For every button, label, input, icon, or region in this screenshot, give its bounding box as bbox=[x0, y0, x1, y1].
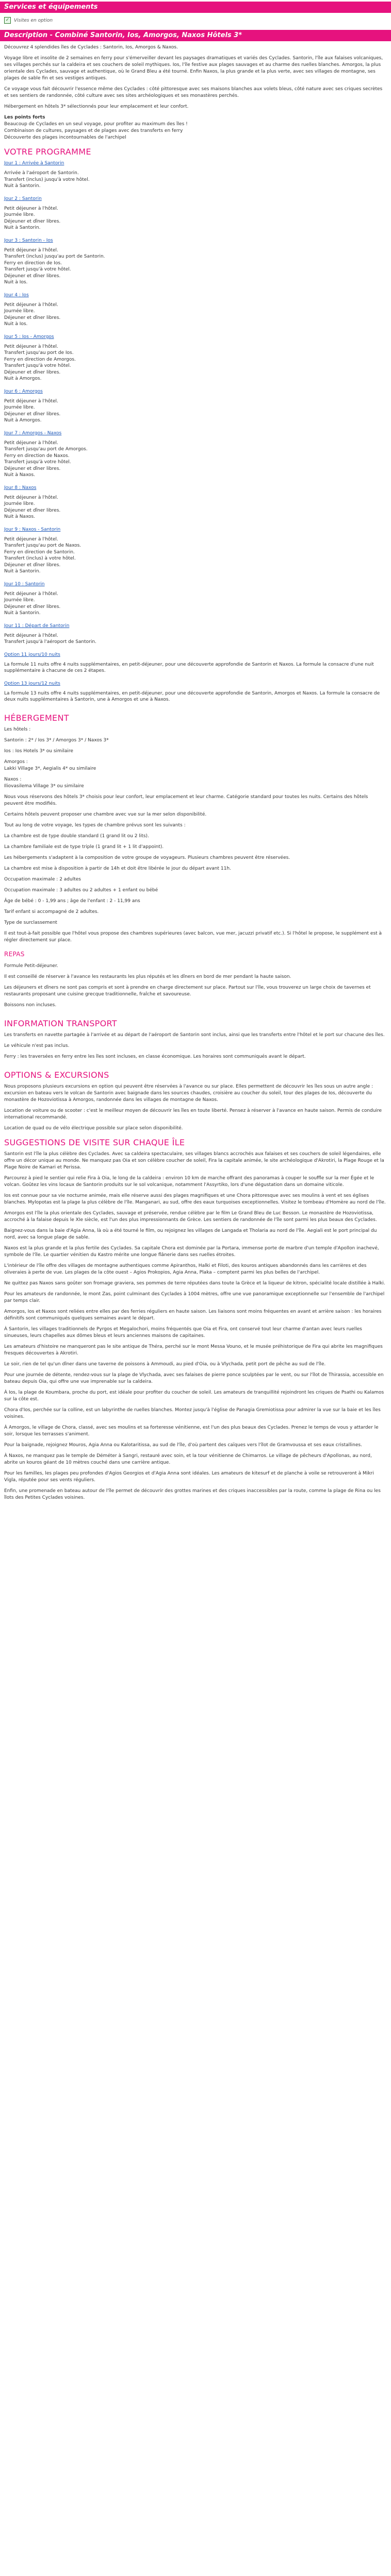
transport-p1: Les transferts en navette partagée à l'arrivée et au départ de l'aéroport de Santorin sont inclus, ainsi que les transferts entre l'hôtel et le port sur chacune des îles. bbox=[4, 1032, 385, 1038]
accommodation-p12: Type de surclassement bbox=[4, 920, 57, 925]
accommodation-line bbox=[4, 737, 387, 744]
day-line: Petit déjeuner à l'hôtel. bbox=[4, 247, 58, 253]
suggestion-paragraph: Pour une journée de détente, rendez-vous sur la plage de Vlychada, avec ses falaises de pierre ponce sculptées par le vent, ou sur l'îlot de Thirassia, accessible en bateau depuis Oia, qui offre une vue imprenable sur la caldeira. bbox=[4, 1372, 384, 1384]
accommodation-p10: Âge de bébé : 0 - 1,99 ans ; âge de l'enfant : 2 - 11,99 ans bbox=[4, 898, 140, 904]
suggestion-paragraph: L'intérieur de l'île offre des villages de montagne authentiques comme Apiranthos, Halki et Filoti, des kouros antiques abandonnés dans les carrières et des oliveraies à perte de vue. Les plages de la côte ouest – Agios Prokopios, Agia Anna, Plaka – comptent parmi les plus belles de l'archipel. bbox=[4, 1263, 367, 1275]
day-line: Déjeuner et dîner libres. bbox=[4, 315, 61, 320]
day-line: Transfert jusqu'à votre hôtel. bbox=[4, 267, 71, 272]
suggestion-paragraph: Ios est connue pour sa vie nocturne animée, mais elle réserve aussi des plages magnifiques et une Chora pittoresque avec ses moulins à vent et ses églises blanches. Mylopotas est la plage la plus célèbre de l'île. Manganari, au sud, offre des eaux turquoises exceptionnelles. Visitez le tombeau d'Homère au nord de l'île. bbox=[4, 1193, 386, 1205]
day-block bbox=[4, 334, 387, 382]
day-line: Journée libre. bbox=[4, 598, 35, 603]
day-block bbox=[4, 388, 387, 424]
description-paragraph: Voyage libre et insolite de 2 semaines en ferry pour s'émerveiller devant les paysages dramatiques et variés des Cyclades. Santorin, l'île aux falaises volcaniques, ses villages perchés sur la caldeira et ses couchers de soleil mythiques. Ios, l'île festive aux plages sauvages et au charme des ruelles blanches. Amorgos, la plus orientale des Cyclades, sauvage et authentique, où le Grand Bleu a été tourné. Enfin Naxos, la plus grande et la plus verte, avec ses villages de montagne, ses plages de sable fin et ses vestiges antiques. bbox=[4, 56, 383, 81]
day-line: Nuit à Santorin. bbox=[4, 569, 41, 574]
day-link[interactable]: Jour 7 : Amorgos - Naxos bbox=[4, 430, 62, 436]
highlight-item: Découverte des plages incontournables de l'archipel bbox=[4, 135, 126, 140]
day-block bbox=[4, 238, 387, 286]
accommodation-label: Naxos : bbox=[4, 776, 22, 782]
description-title: Description - Combiné Santorin, Ios, Amorgos, Naxos Hôtels 3* bbox=[4, 31, 242, 39]
day-line: Transfert (inclus) jusqu'à votre hôtel. bbox=[4, 177, 90, 182]
day-line: Petit déjeuner à l'hôtel. bbox=[4, 344, 58, 349]
day-line: Transfert jusqu'à votre hôtel. bbox=[4, 363, 71, 368]
description-header bbox=[0, 30, 391, 41]
accommodation-lines bbox=[4, 726, 387, 790]
day-line: Petit déjeuner à l'hôtel. bbox=[4, 591, 58, 597]
day-line: Déjeuner et dîner libres. bbox=[4, 507, 61, 513]
suggestion-paragraph: Naxos est la plus grande et la plus fertile des Cyclades. Sa capitale Chora est dominée par la Portara, immense porte de marbre d'un temple d'Apollon inachevé, symbole de l'île. Le quartier vénitien du Kastro mérite une longue flânerie dans ses ruelles étroites. bbox=[4, 1245, 379, 1258]
accommodation-p11: Tarif enfant si accompagné de 2 adultes. bbox=[4, 909, 99, 914]
day-line: Journée libre. bbox=[4, 212, 35, 217]
accommodation-line bbox=[4, 759, 387, 772]
suggestion-paragraph: Les amateurs d'histoire ne manqueront pas le site antique de Théra, perché sur le mont Messa Vouno, et le musée préhistorique de Fira qui abrite les magnifiques fresques découvertes à Akrotiri. bbox=[4, 1344, 383, 1356]
checkmark-icon: ✓ bbox=[4, 17, 11, 24]
day-line: Transfert jusqu'à votre hôtel. bbox=[4, 460, 71, 465]
description-paragraph: Ce voyage vous fait découvrir l'essence même des Cyclades : côté pittoresque avec ses maisons blanches aux volets bleus, côté nature avec ses criques secrètes et ses sentiers de randonnée, côté culture avec ses sites archéologiques et ses monastères perchés. bbox=[4, 87, 383, 98]
suggestion-paragraph: Parcourez à pied le sentier qui relie Fira à Oia, le long de la caldeira : environ 10 km de marche offrant des panoramas à couper le souffle sur la mer Égée et le volcan. Goûtez les vins locaux de Santorin produits sur le sol volcanique, notamment l'Assyrtiko, lors d'une dégustation dans un domaine viticole. bbox=[4, 1175, 374, 1188]
suggestion-paragraph: Santorin est l'île la plus célèbre des Cyclades. Avec sa caldeira spectaculaire, ses villages blancs accrochés aux falaises et ses couchers de soleil légendaires, elle offre un décor unique au monde. Ne manquez pas Oia et son célèbre coucher de soleil, Fira la capitale animée, le site archéologique d'Akrotiri, la Plage Rouge et la Plage Noire de Kamari et Perissa. bbox=[4, 1151, 384, 1170]
suggestion-paragraph: À Amorgos, le village de Chora, classé, avec ses moulins et sa forteresse vénitienne, est l'un des plus beaux des Cyclades. Prenez le temps de vous y attarder le soir, lorsque les terrasses s'animent. bbox=[4, 1425, 379, 1437]
accommodation-p8: Occupation maximale : 2 adultes bbox=[4, 876, 81, 882]
suggestion-paragraph: Amorgos est l'île la plus orientale des Cyclades, sauvage et préservée, rendue célèbre par le film Le Grand Bleu de Luc Besson. Le monastère de Hozoviotissa, accroché à la falaise depuis le XIe siècle, est l'un des plus impressionnants de Grèce. Les sentiers de randonnée de l'île sont parmi les plus beaux des Cyclades. bbox=[4, 1210, 377, 1223]
day-line: Arrivée à l'aéroport de Santorin. bbox=[4, 171, 79, 176]
accommodation-p1: Nous vous réservons des hôtels 3* choisis pour leur confort, leur emplacement et leur charme. Catégorie standard pour toutes les nuits. Certains des hôtels peuvent être modifiés. bbox=[4, 794, 368, 806]
day-line: Nuit à Ios. bbox=[4, 321, 28, 327]
day-link[interactable]: Jour 6 : Amorgos bbox=[4, 388, 43, 394]
day-line: Petit déjeuner à l'hôtel. bbox=[4, 440, 58, 446]
transport-title: INFORMATION TRANSPORT bbox=[4, 1018, 117, 1028]
program-title: VOTRE PROGRAMME bbox=[4, 147, 91, 157]
day-block bbox=[4, 196, 387, 231]
day-block bbox=[4, 160, 387, 190]
day-line: Déjeuner et dîner libres. bbox=[4, 562, 61, 568]
day-line: Petit déjeuner à l'hôtel. bbox=[4, 495, 58, 500]
accommodation-line bbox=[4, 748, 387, 755]
day-line: Ferry en direction de Ios. bbox=[4, 260, 62, 266]
day-line: Déjeuner et dîner libres. bbox=[4, 604, 61, 609]
day-line: Ferry en direction de Naxos. bbox=[4, 453, 70, 459]
day-line: Journée libre. bbox=[4, 405, 35, 410]
day-link[interactable]: Jour 11 : Départ de Santorin bbox=[4, 623, 70, 629]
day-line: Nuit à Santorin. bbox=[4, 611, 41, 616]
visit-option-row bbox=[0, 13, 391, 30]
day-line: Journée libre. bbox=[4, 501, 35, 506]
option-a bbox=[4, 652, 387, 674]
suggestion-paragraph: Le soir, rien de tel qu'un dîner dans une taverne de poissons à Ammoudi, au pied d'Oia, ou à Vlychada, petit port de pêche au sud de l'île. bbox=[4, 1361, 326, 1367]
day-block bbox=[4, 292, 387, 328]
day-line: Nuit à Santorin. bbox=[4, 183, 41, 189]
suggestion-paragraph: Pour les amateurs de randonnée, le mont Zas, point culminant des Cyclades à 1004 mètres, offre une vue panoramique exceptionnelle sur l'ensemble de l'archipel par temps clair. bbox=[4, 1291, 385, 1303]
option-b bbox=[4, 681, 387, 703]
accommodation-label: Santorin : 2* / Ios 3* / Amorgos 3* / Naxos 3* bbox=[4, 737, 109, 743]
day-line: Transfert jusqu'au port de Amorgos. bbox=[4, 447, 88, 452]
accommodation-line bbox=[4, 776, 387, 790]
day-block bbox=[4, 430, 387, 479]
highlights-list bbox=[4, 121, 387, 141]
accommodation-label: Ios : Ios Hotels 3* ou similaire bbox=[4, 748, 73, 754]
accommodation-p3: Tout au long de votre voyage, les types de chambre prévus sont les suivants : bbox=[4, 822, 186, 828]
day-line: Petit déjeuner à l'hôtel. bbox=[4, 536, 58, 542]
suggestion-paragraph: Chora d'Ios, perchée sur la colline, est un labyrinthe de ruelles blanches. Montez jusqu'à l'église de Panagia Gremiotissa pour admirer la vue sur la baie et les îles voisines. bbox=[4, 1407, 381, 1419]
option-b-link[interactable]: Option 13 jours/12 nuits bbox=[4, 681, 60, 686]
accommodation-p9: Occupation maximale : 3 adultes ou 2 adultes + 1 enfant ou bébé bbox=[4, 887, 158, 893]
option-a-link[interactable]: Option 11 jours/10 nuits bbox=[4, 652, 60, 657]
day-line: Journée libre. bbox=[4, 309, 35, 314]
day-link[interactable]: Jour 2 : Santorin bbox=[4, 196, 42, 201]
day-line: Déjeuner et dîner libres. bbox=[4, 411, 61, 417]
accommodation-label: Les hôtels : bbox=[4, 726, 31, 732]
content bbox=[0, 41, 391, 1509]
day-block bbox=[4, 527, 387, 575]
day-link[interactable]: Jour 8 : Naxos bbox=[4, 485, 37, 490]
highlights-title: Les points forts bbox=[4, 115, 45, 120]
options-p1: Nous proposons plusieurs excursions en option qui peuvent être réservées à l'avance ou sur place. Elles permettent de découvrir les îles sous un autre angle : excursion en bateau vers le volcan de Santorin avec baignade dans les sources chaudes, croisière au coucher du soleil, tour des plages de Ios, découverte du monastère de Hozoviotissa à Amorgos, randonnée dans les villages de montagne de Naxos. bbox=[4, 1083, 373, 1103]
visit-option-label: Visites en option bbox=[14, 18, 53, 23]
meals-title: REPAS bbox=[4, 950, 25, 958]
accommodation-p6: Les hébergements s'adaptent à la composition de votre groupe de voyageurs. Plusieurs chambres peuvent être réservées. bbox=[4, 855, 290, 860]
transport-p3: Ferry : les traversées en ferry entre les îles sont incluses, en classe économique. Les horaires sont communiqués avant le départ. bbox=[4, 1054, 306, 1059]
day-line: Petit déjeuner à l'hôtel. bbox=[4, 302, 58, 308]
day-line: Nuit à Santorin. bbox=[4, 225, 41, 230]
day-line: Petit déjeuner à l'hôtel. bbox=[4, 398, 58, 404]
day-line: Nuit à Naxos. bbox=[4, 472, 36, 478]
meals-lines bbox=[4, 963, 387, 1009]
accommodation-p5: La chambre familiale est de type triple (1 grand lit + 1 lit d'appoint). bbox=[4, 844, 164, 850]
day-line: Transfert (inclus) jusqu'au port de Santorin. bbox=[4, 254, 105, 259]
description-body bbox=[4, 44, 387, 110]
accommodation-value: Iliovasilema Village 3* ou similaire bbox=[4, 783, 84, 789]
accommodation-p7: La chambre est mise à disposition à partir de 14h et doit être libérée le jour du départ avant 11h. bbox=[4, 866, 231, 871]
accommodation-p4: La chambre est de type double standard (1 grand lit ou 2 lits). bbox=[4, 833, 149, 839]
day-link[interactable]: Jour 9 : Naxos - Santorin bbox=[4, 527, 61, 532]
day-link[interactable]: Jour 3 : Santorin - Ios bbox=[4, 238, 53, 243]
day-line: Nuit à Amorgos. bbox=[4, 376, 42, 381]
accommodation-p13: Il est tout-à-fait possible que l'hôtel vous propose des chambres supérieures (avec balcon, vue mer, jacuzzi privatif etc.). Si l'hôtel le propose, le supplément est à régler directement sur place. bbox=[4, 930, 382, 943]
accommodation-value: Lakki Village 3*, Aegialis 4* ou similaire bbox=[4, 766, 96, 771]
suggestions-body bbox=[4, 1151, 387, 1501]
day-line: Transfert jusqu'à l'aéroport de Santorin. bbox=[4, 639, 96, 645]
options-title: OPTIONS & EXCURSIONS bbox=[4, 1070, 109, 1080]
highlight-item: Beaucoup de Cyclades en un seul voyage, pour profiter au maximum des îles ! bbox=[4, 122, 188, 127]
meal-line: Il est conseillé de réserver à l'avance les restaurants les plus réputés et les dîners en bord de mer pendant la haute saison. bbox=[4, 974, 291, 979]
suggestion-paragraph: Enfin, une promenade en bateau autour de l'île permet de découvrir des grottes marines et des criques inaccessibles par la route, comme la plage de Rina ou les îlots des Petites Cyclades voisines. bbox=[4, 1488, 381, 1500]
suggestion-paragraph: À Santorin, les villages traditionnels de Pyrgos et Megalochori, moins fréquentés que Oia et Fira, ont conservé tout leur charme d'antan avec leurs ruelles sinueuses, leurs chapelles aux dômes bleus et leurs anciennes maisons de capitaines. bbox=[4, 1326, 362, 1338]
day-line: Nuit à Naxos. bbox=[4, 514, 36, 519]
services-header bbox=[0, 2, 391, 13]
day-line: Petit déjeuner à l'hôtel. bbox=[4, 206, 58, 211]
day-line: Nuit à Ios. bbox=[4, 280, 28, 285]
day-block bbox=[4, 485, 387, 520]
option-b-text: La formule 13 nuits offre 4 nuits supplémentaires, en petit-déjeuner, pour une découverte approfondie de Santorin, Amorgos et Naxos. La formule la consacre de deux nuits supplémentaires à Santorin, une à Amorgos et une à Naxos. bbox=[4, 690, 380, 702]
highlights-section bbox=[4, 114, 387, 141]
description-paragraph: Hébergement en hôtels 3* sélectionnés pour leur emplacement et leur confort. bbox=[4, 104, 189, 109]
day-line: Déjeuner et dîner libres. bbox=[4, 273, 61, 279]
suggestions-title: SUGGESTIONS DE VISITE SUR CHAQUE ÎLE bbox=[4, 1137, 185, 1147]
day-line: Petit déjeuner à l'hôtel. bbox=[4, 633, 58, 638]
day-line: Déjeuner et dîner libres. bbox=[4, 466, 61, 471]
day-line: Ferry en direction de Amorgos. bbox=[4, 357, 76, 362]
meal-line: Les déjeuners et dîners ne sont pas compris et sont à prendre en charge directement sur place. Partout sur l'île, vous trouverez un large choix de tavernes et restaurants proposant une cuisine grecque traditionnelle, fraîche et savoureuse. bbox=[4, 985, 371, 997]
day-link[interactable]: Jour 5 : Ios - Amorgos bbox=[4, 334, 54, 340]
accommodation-p2: Certains hôtels peuvent proposer une chambre avec vue sur la mer selon disponibilité. bbox=[4, 811, 207, 817]
day-link[interactable]: Jour 4 : Ios bbox=[4, 292, 29, 298]
suggestion-paragraph: À Naxos, ne manquez pas le temple de Déméter à Sangri, restauré avec soin, et la tour vénitienne de Chimarros. Le village de pêcheurs d'Apollonas, au nord, abrite un kouros géant de 10 mètres couché dans une carrière antique. bbox=[4, 1453, 372, 1465]
accommodation-title: HÉBERGEMENT bbox=[4, 713, 69, 723]
suggestion-paragraph: À Ios, la plage de Koumbara, proche du port, est idéale pour profiter du coucher de soleil. Les amateurs de tranquillité rejoindront les criques de Psathi ou Kalamos sur la côte est. bbox=[4, 1389, 384, 1402]
day-line: Déjeuner et dîner libres. bbox=[4, 218, 61, 224]
option-a-text: La formule 11 nuits offre 4 nuits supplémentaires, en petit-déjeuner, pour une découverte approfondie de Santorin et Naxos. La formule la consacre d'une nuit supplémentaire à chacune de ces 2 étapes. bbox=[4, 662, 374, 673]
day-line: Transfert jusqu'au port de Ios. bbox=[4, 350, 74, 355]
transport-p2: Le véhicule n'est pas inclus. bbox=[4, 1043, 70, 1048]
suggestion-paragraph: Baignez-vous dans la baie d'Agia Anna, là où a été tourné le film, ou rejoignez les villages de Langada et Tholaria au nord de l'île. Aegiali est le port principal du nord, avec sa longue plage de sable. bbox=[4, 1228, 377, 1240]
program-days bbox=[4, 160, 387, 646]
day-line: Nuit à Amorgos. bbox=[4, 418, 42, 423]
suggestion-paragraph: Amorgos, Ios et Naxos sont reliées entre elles par des ferries réguliers en haute saison. Les liaisons sont moins fréquentes en avant et arrière saison : les horaires définitifs sont communiqués quelques semaines avant le départ. bbox=[4, 1309, 382, 1321]
accommodation-label: Amorgos : bbox=[4, 759, 28, 765]
day-link[interactable]: Jour 1 : Arrivée à Santorin bbox=[4, 161, 64, 166]
day-line: Ferry en direction de Santorin. bbox=[4, 549, 75, 555]
day-line: Déjeuner et dîner libres. bbox=[4, 369, 61, 375]
services-title: Services et équipements bbox=[4, 3, 98, 11]
day-block bbox=[4, 581, 387, 617]
description-paragraph: Découvrez 4 splendides îles de Cyclades : Santorin, Ios, Amorgos & Naxos. bbox=[4, 45, 178, 50]
meal-line: Boissons non incluses. bbox=[4, 1002, 57, 1008]
suggestion-paragraph: Pour les familles, les plages peu profondes d'Agios Georgios et d'Agia Anna sont idéales. Les amateurs de kitesurf et de planche à voile se retrouveront à Mikri Vigla, réputée pour ses vents réguliers. bbox=[4, 1470, 374, 1483]
day-line: Transfert jusqu'au port de Naxos. bbox=[4, 543, 82, 548]
day-block bbox=[4, 623, 387, 646]
options-p2: Location de voiture ou de scooter : c'est le meilleur moyen de découvrir les îles en toute liberté. Pensez à réserver à l'avance en haute saison. Permis de conduire international recommandé. bbox=[4, 1108, 382, 1120]
accommodation-line bbox=[4, 726, 387, 733]
options-p3: Location de quad ou de vélo électrique possible sur place selon disponibilité. bbox=[4, 1125, 183, 1131]
meal-line: Formule Petit-déjeuner. bbox=[4, 963, 58, 969]
day-link[interactable]: Jour 10 : Santorin bbox=[4, 581, 45, 587]
suggestion-paragraph: Pour la baignade, rejoignez Mouros, Agia Anna ou Kalotaritissa, au sud de l'île, d'où partent des caïques vers l'îlot de Gramvoussa et ses eaux cristallines. bbox=[4, 1442, 362, 1448]
day-line: Transfert (inclus) à votre hôtel. bbox=[4, 556, 76, 561]
highlight-item: Combinaison de cultures, paysages et de plages avec des transferts en ferry bbox=[4, 128, 183, 133]
suggestion-paragraph: Ne quittez pas Naxos sans goûter son fromage graviera, ses pommes de terre réputées dans toute la Grèce et la liqueur de kitron, spécialité locale distillée à Halki. bbox=[4, 1280, 385, 1286]
